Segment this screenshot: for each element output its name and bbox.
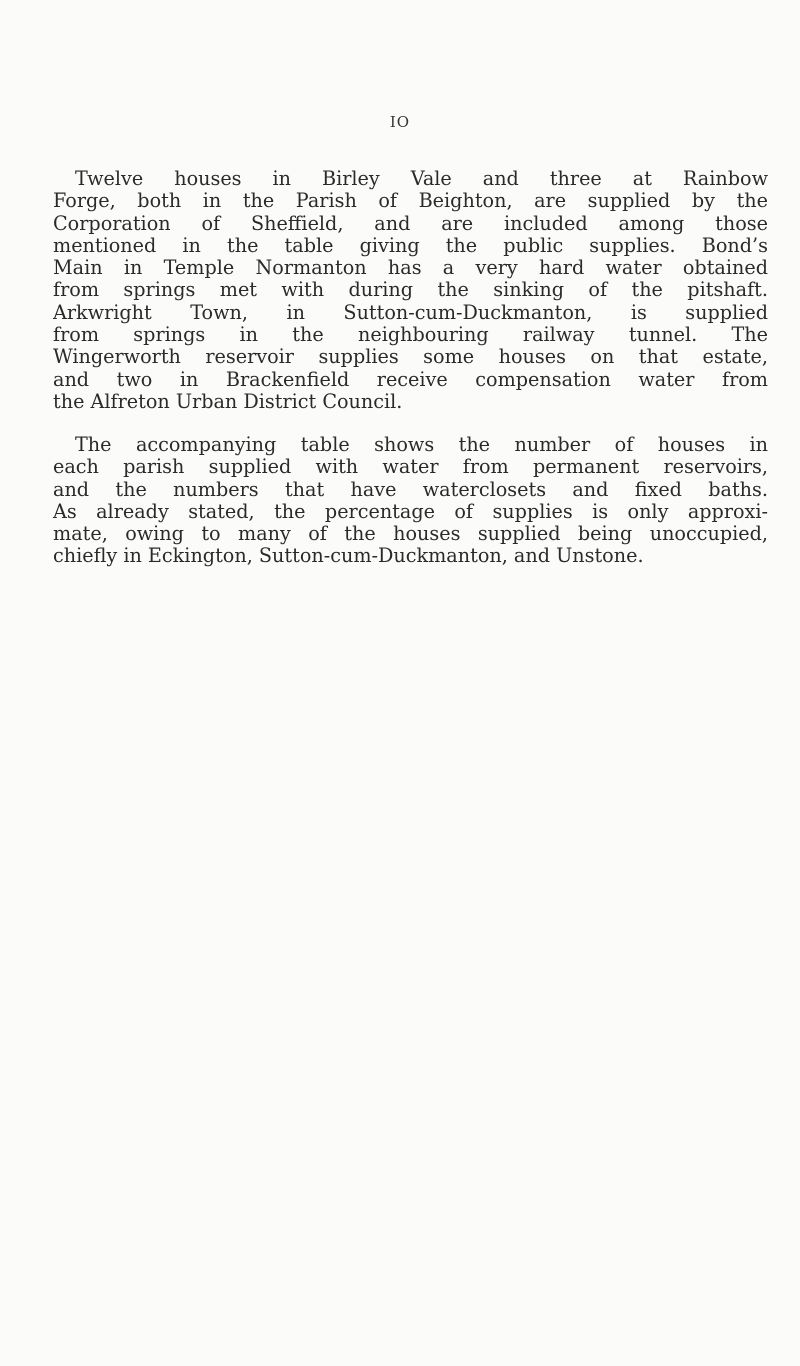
paragraph-water-supplies xyxy=(53,168,768,413)
paragraph-line: the Alfreton Urban District Council. xyxy=(53,389,403,413)
paragraph-line: Main in Temple Normanton has a very hard water obtained xyxy=(53,256,768,280)
paragraph-line: Forge, both in the Parish of Beighton, are supplied by the xyxy=(53,189,768,213)
paragraph-line: Twelve houses in Birley Vale and three at Rainbow xyxy=(75,167,768,190)
paragraph-line: from springs met with during the sinking of the pitshaft. xyxy=(53,278,768,302)
paragraph-line: and two in Brackenfield receive compensation water from xyxy=(53,367,768,391)
paragraph-accompanying-table xyxy=(53,434,768,568)
paragraph-line: each parish supplied with water from permanent reservoirs, xyxy=(53,455,768,479)
paragraph-line: mentioned in the table giving the public supplies. Bond’s xyxy=(53,233,768,257)
paragraph-line: Arkwright Town, in Sutton-cum-Duckmanton, is supplied xyxy=(53,300,768,324)
paragraph-line: As already stated, the percentage of supplies is only approxi- xyxy=(53,499,768,523)
paragraph-line: and the numbers that have waterclosets and fixed baths. xyxy=(53,477,768,501)
paragraph-line: from springs in the neighbouring railway tunnel. The xyxy=(53,323,768,347)
paragraph-line: Corporation of Sheffield, and are included among those xyxy=(53,211,768,235)
paragraph-line: Wingerworth reservoir supplies some houses on that estate, xyxy=(53,345,768,369)
paragraph-line: The accompanying table shows the number of houses in xyxy=(75,433,768,456)
paragraph-line: chiefly in Eckington, Sutton-cum-Duckmanton, and Unstone. xyxy=(53,544,644,568)
paragraph-line: mate, owing to many of the houses supplied being unoccupied, xyxy=(53,522,768,546)
page-number: IO xyxy=(389,113,411,131)
